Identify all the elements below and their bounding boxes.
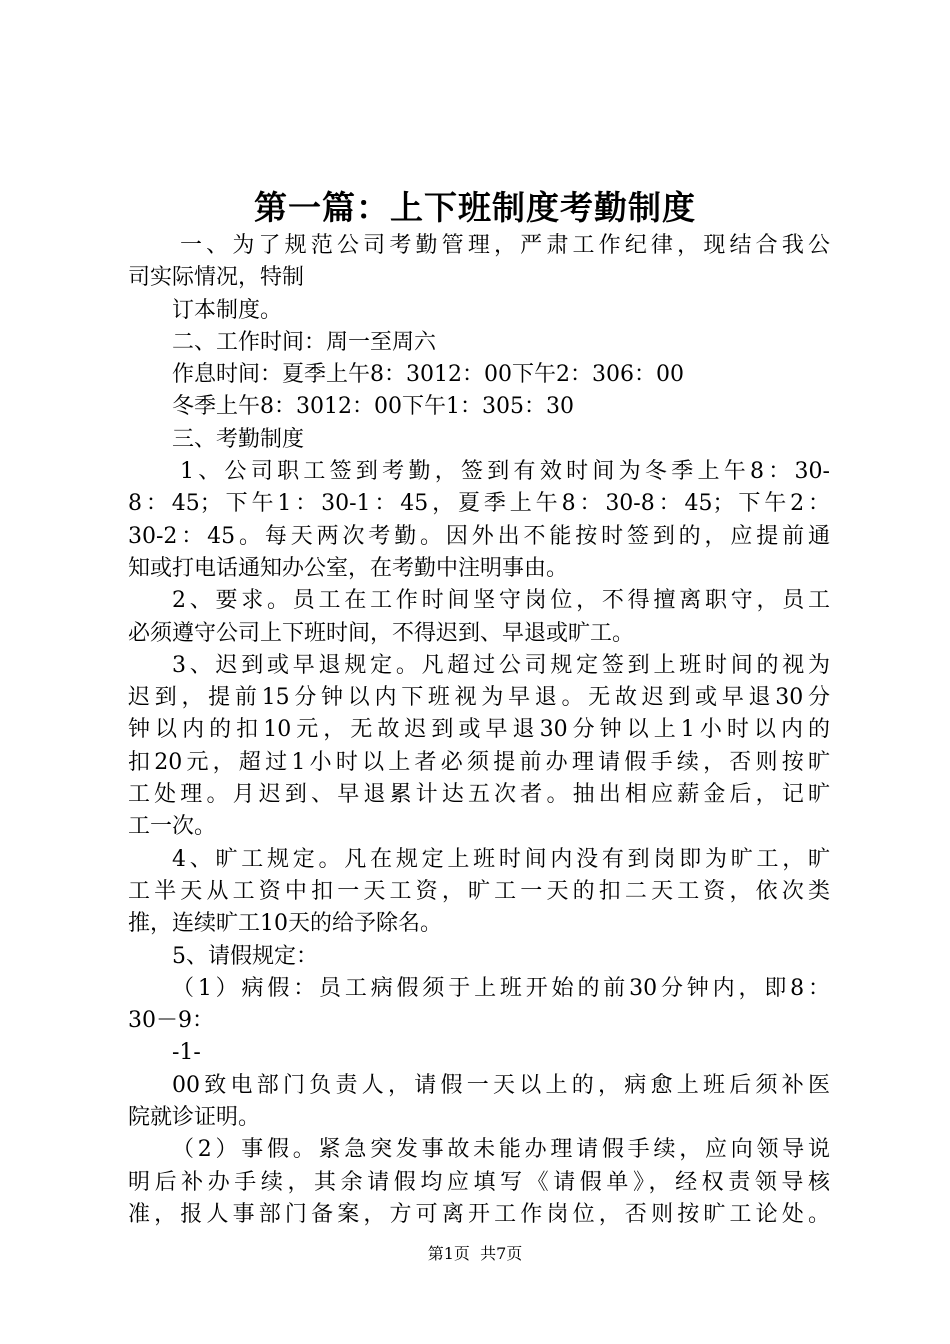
paragraph-line: 3、迟到或早退规定。凡超过公司规定签到上班时间的视为 (172, 652, 830, 678)
paragraph-line: 推，连续旷工10天的给予除名。 (128, 911, 442, 937)
section-heading: 三、考勤制度 (172, 426, 305, 452)
paragraph-line: 二、工作时间：周一至周六 (172, 329, 437, 355)
paragraph-line: 订本制度。 (172, 297, 283, 323)
paragraph-line: 00致电部门负责人，请假一天以上的，病愈上班后须补医 (172, 1072, 830, 1098)
paragraph-line: 作息时间：夏季上午8：3012：00下午2：306：00 (172, 362, 684, 388)
paragraph-line: （1）病假：员工病假须于上班开始的前30分钟内，即8： (172, 975, 830, 1001)
page-footer: 第1页 共7页 (427, 1244, 523, 1263)
paragraph-line: 迟到，提前15分钟以内下班视为早退。无故迟到或早退30分 (128, 685, 830, 711)
paragraph-line: 30-2：45。每天两次考勤。因外出不能按时签到的，应提前通 (128, 523, 830, 549)
paragraph-line: 院就诊证明。 (128, 1105, 261, 1131)
paragraph-line: 2、要求。员工在工作时间坚守岗位，不得擅离职守，员工 (172, 588, 830, 614)
paragraph-line: 冬季上午8：3012：00下午1：305：30 (172, 394, 574, 420)
paragraph-line: 明后补办手续，其余请假均应填写《请假单》，经权责领导核 (128, 1169, 830, 1195)
paragraph-line: 钟以内的扣10元，无故迟到或早退30分钟以上1小时以内的 (128, 717, 830, 743)
document-body (128, 230, 830, 1231)
paragraph-line: 4、旷工规定。凡在规定上班时间内没有到岗即为旷工，旷 (172, 846, 830, 872)
paragraph-line: 准，报人事部门备案，方可离开工作岗位，否则按旷工论处。 (128, 1201, 830, 1227)
paragraph-line: （2）事假。紧急突发事故未能办理请假手续，应向领导说 (172, 1137, 830, 1163)
paragraph-line: 知或打电话通知办公室，在考勤中注明事由。 (128, 555, 569, 581)
paragraph-line: 30－9： (128, 1008, 214, 1034)
paragraph-line: 工处理。月迟到、早退累计达五次者。抽出相应薪金后，记旷 (128, 782, 830, 808)
paragraph-line: 必须遵守公司上下班时间，不得迟到、早退或旷工。 (128, 620, 635, 646)
document-title: 第一篇：上下班制度考勤制度 (254, 188, 696, 227)
paragraph-line: 一、为了规范公司考勤管理，严肃工作纪律，现结合我公 (180, 233, 830, 258)
paragraph-line: 5、请假规定： (172, 943, 318, 969)
paragraph-line: 司实际情况，特制 (128, 265, 305, 291)
paragraph-line: 8：45；下午1：30-1：45，夏季上午8：30-8：45；下午2： (128, 491, 830, 517)
paragraph-line: 工一次。 (128, 814, 217, 840)
paragraph-line: 1、公司职工签到考勤，签到有效时间为冬季上午8：30- (180, 459, 830, 485)
inline-page-marker: -1- (172, 1040, 201, 1066)
paragraph-line: 工半天从工资中扣一天工资，旷工一天的扣二天工资，依次类 (128, 878, 830, 904)
paragraph-line: 扣20元，超过1小时以上者必须提前办理请假手续，否则按旷 (128, 749, 830, 775)
